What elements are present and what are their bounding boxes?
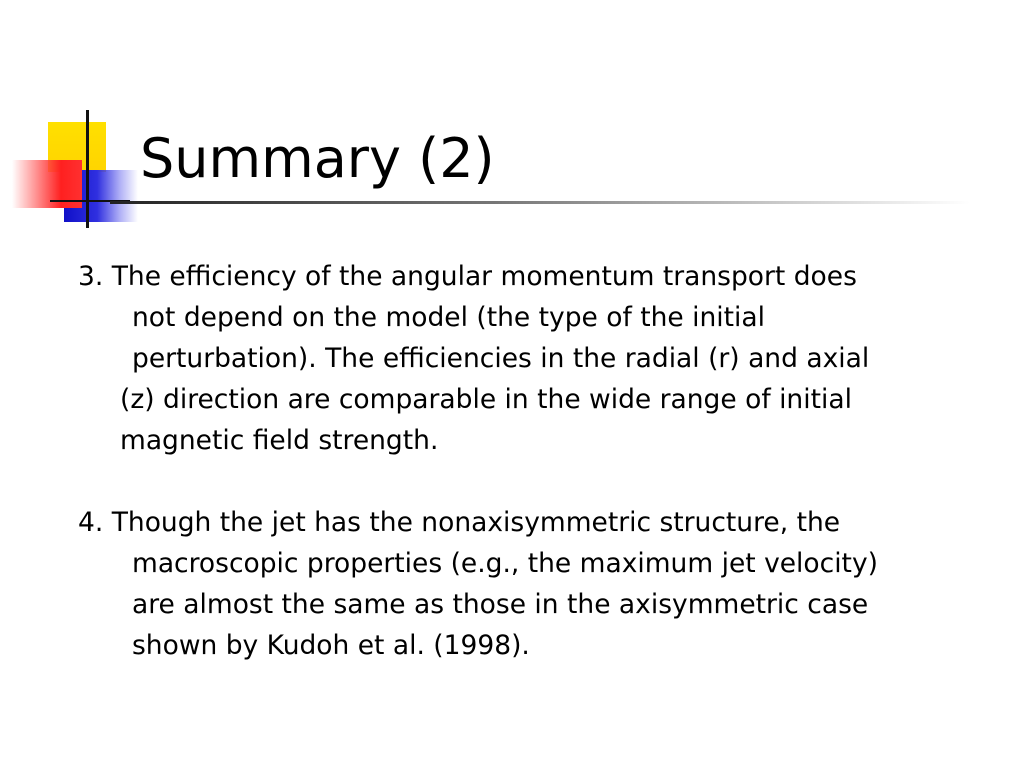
- slide-title: Summary (2): [140, 127, 495, 190]
- summary-item-4-line-2: macroscopic properties (e.g., the maximum jet velocity): [132, 548, 878, 579]
- summary-item-3-line-1: 3. The efficiency of the angular momentum transport does: [78, 261, 857, 292]
- summary-item-3-line-3: perturbation). The efficiencies in the radial (r) and axial: [132, 343, 870, 374]
- title-underline: [110, 201, 970, 204]
- summary-item-4: [78, 502, 998, 666]
- summary-item-3-line-5: magnetic field strength.: [120, 425, 439, 456]
- vertical-line-decoration: [86, 110, 89, 228]
- summary-item-3: [78, 256, 998, 461]
- summary-item-4-line-3: are almost the same as those in the axisymmetric case: [132, 589, 869, 620]
- summary-item-3-line-4: (z) direction are comparable in the wide range of initial: [120, 384, 852, 415]
- summary-item-4-line-1: 4. Though the jet has the nonaxisymmetric structure, the: [78, 507, 841, 538]
- summary-item-3-line-2: not depend on the model (the type of the initial: [132, 302, 766, 333]
- summary-item-4-line-4: shown by Kudoh et al. (1998).: [132, 630, 530, 661]
